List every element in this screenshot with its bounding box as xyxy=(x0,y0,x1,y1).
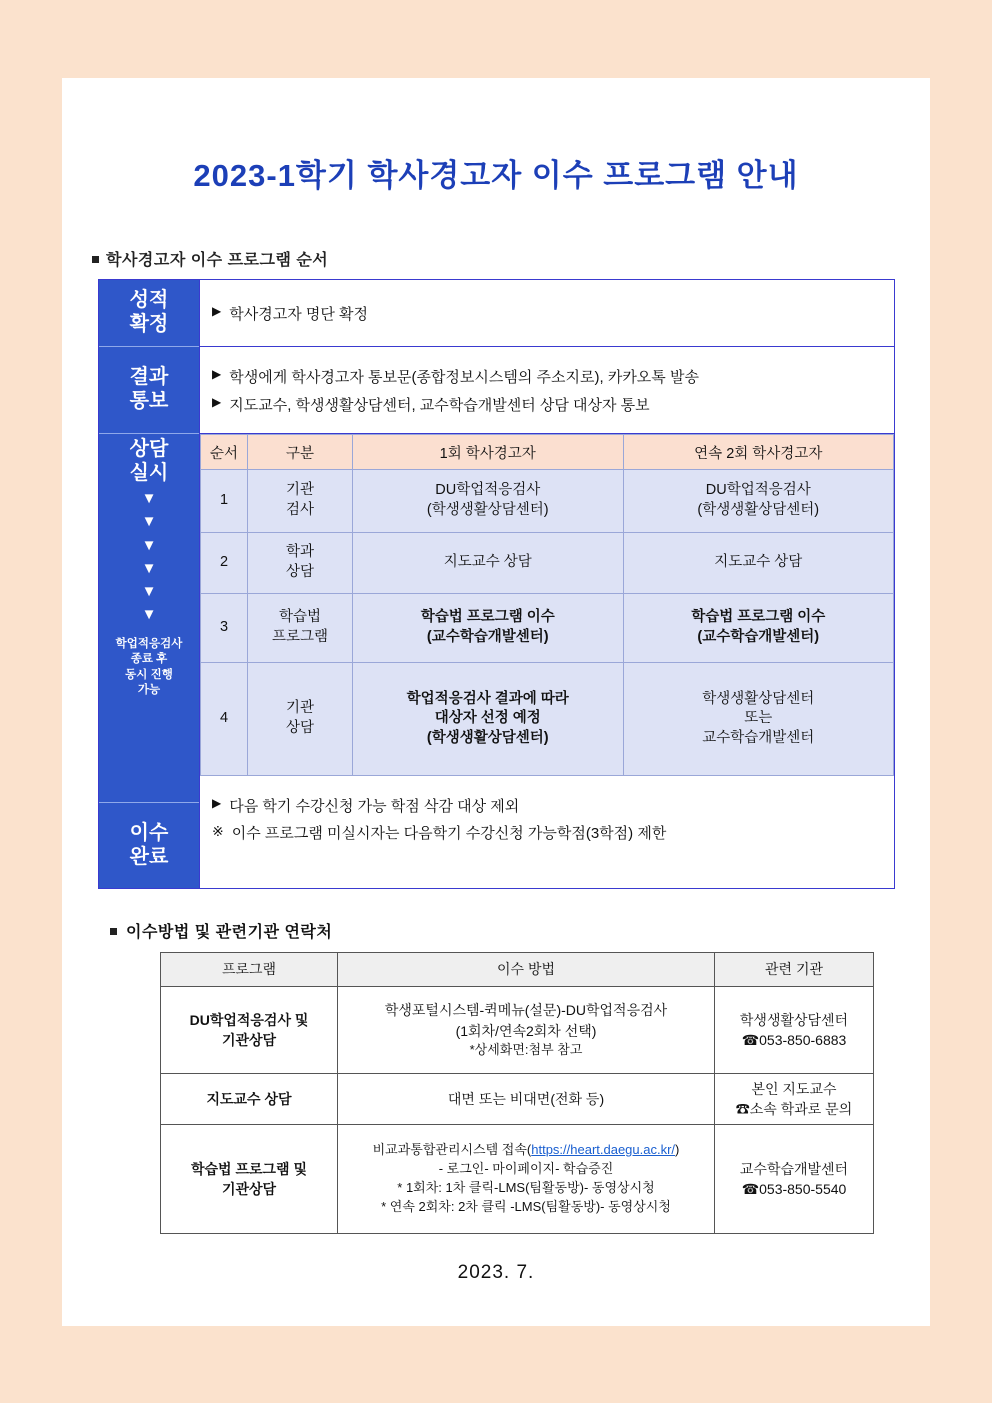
cell-line1: DU학업적응검사 xyxy=(705,482,811,499)
flow-step-label-line1: 결과 xyxy=(129,366,169,389)
col-header-case2: 연속 2회 학사경고자 xyxy=(623,435,894,470)
flow-steps-column xyxy=(99,280,200,888)
cell-line2: ☎소속 학과로 문의 xyxy=(735,1101,853,1117)
cell-line2: (학생생활상담센터) xyxy=(426,502,549,518)
down-arrow-icon: ▼ xyxy=(141,536,157,554)
flow-table xyxy=(98,279,895,889)
cell-order: 3 xyxy=(201,594,248,663)
cell-line3: *상세화면:첨부 참고 xyxy=(469,1041,583,1057)
flow-step-label-line1: 상담 xyxy=(129,438,169,460)
table-row xyxy=(161,1074,874,1125)
table-row xyxy=(201,594,894,663)
flow-step-label-line2: 실시 xyxy=(129,461,169,484)
cell-line1: 기관 xyxy=(285,482,314,499)
cell-line2: 상담 xyxy=(285,720,314,736)
flow-content-text: 다음 학기 수강신청 가능 학점 삭감 대상 제외 xyxy=(229,797,520,815)
triangle-right-icon: ▶ xyxy=(212,303,222,318)
cell-organization xyxy=(715,1125,874,1234)
down-arrow-icon: ▼ xyxy=(141,583,157,601)
cell-line2: ☎053-850-5540 xyxy=(741,1181,847,1197)
cell-line2: 상담 xyxy=(285,564,314,580)
cell-line3: (학생생활상담센터) xyxy=(426,729,549,746)
cell-order: 4 xyxy=(201,663,248,776)
cell-line1: DU학업적응검사 및 xyxy=(189,1011,309,1028)
col-header-order: 순서 xyxy=(201,435,248,470)
cell-case2 xyxy=(623,470,894,533)
down-arrow-icon: ▼ xyxy=(141,606,157,624)
cell-line2: (교수학습개발센터) xyxy=(697,629,820,645)
cell-line2: (교수학습개발센터) xyxy=(426,629,549,645)
flow-content-text: 학생에게 학사경고자 통보문(종합정보시스템의 주소지로), 카카오톡 발송 xyxy=(229,368,699,386)
table-row xyxy=(161,987,874,1074)
page-title: 2023-1학기 학사경고자 이수 프로그램 안내 xyxy=(193,158,799,193)
table-header-row xyxy=(201,435,894,470)
flow-content-text: 지도교수, 학생생활상담센터, 교수학습개발센터 상담 대상자 통보 xyxy=(229,396,650,414)
cell-order: 2 xyxy=(201,533,248,594)
flow-content-completion xyxy=(200,776,894,861)
cell-organization xyxy=(715,987,874,1074)
method-text-prefix: 비교과통합관리시스템 접속( xyxy=(372,1142,532,1158)
flow-content-column xyxy=(200,280,894,888)
flow-content-text: 이수 프로그램 미실시자는 다음학기 수강신청 가능학점(3학점) 제한 xyxy=(231,824,667,842)
reference-mark-icon: ※ xyxy=(212,822,224,839)
triangle-right-icon: ▶ xyxy=(212,795,222,810)
cell-case1 xyxy=(353,594,624,663)
cell-line1: 학과 xyxy=(285,544,314,561)
flow-side-note xyxy=(116,637,183,699)
flow-step-label-line2: 통보 xyxy=(129,390,169,412)
flow-step-result-notice xyxy=(99,347,199,434)
flow-side-note-line1: 학업적응검사 xyxy=(115,637,183,650)
col-header-category: 구분 xyxy=(248,435,353,470)
cell-case1 xyxy=(353,663,624,776)
col-header-program: 프로그램 xyxy=(161,953,338,987)
flow-content-grade-confirm xyxy=(200,280,894,347)
section-2-heading-text: 이수방법 및 관련기관 연락처 xyxy=(126,924,333,941)
triangle-right-icon: ▶ xyxy=(212,366,222,381)
cell-line2: - 로그인- 마이페이지- 학습증진 xyxy=(438,1161,614,1177)
flow-content-line xyxy=(212,303,882,324)
cell-line1 xyxy=(341,1141,711,1160)
cell-method: 대면 또는 비대면(전화 등) xyxy=(338,1074,715,1125)
flow-arrow-group xyxy=(142,487,157,627)
cell-category xyxy=(248,663,353,776)
heart-system-link[interactable]: https://heart.daegu.ac.kr/ xyxy=(531,1142,676,1158)
table-row xyxy=(161,1125,874,1234)
down-arrow-icon: ▼ xyxy=(141,559,157,577)
cell-case2 xyxy=(623,663,894,776)
down-arrow-icon: ▼ xyxy=(141,513,157,531)
col-header-case1: 1회 학사경고자 xyxy=(353,435,624,470)
contact-table-body xyxy=(161,987,874,1234)
cell-method xyxy=(338,1125,715,1234)
cell-line1: 학습법 xyxy=(278,609,322,626)
flow-step-grade-confirm xyxy=(99,280,199,347)
down-arrow-icon: ▼ xyxy=(141,490,157,508)
contact-table-head xyxy=(161,953,874,987)
cell-program xyxy=(161,1125,338,1234)
cell-line1: 학습법 프로그램 이수 xyxy=(691,609,826,626)
cell-case2 xyxy=(623,594,894,663)
flow-side-note-line4: 가능 xyxy=(137,684,161,697)
cell-line2: 기관상담 xyxy=(221,1181,277,1197)
cell-category xyxy=(248,470,353,533)
cell-case1 xyxy=(353,470,624,533)
flow-content-result-notice xyxy=(200,347,894,434)
flow-side-note-line2: 종료 후 xyxy=(130,653,168,666)
cell-case2: 지도교수 상담 xyxy=(623,533,894,594)
consult-table xyxy=(200,434,894,776)
flow-content-line xyxy=(212,394,882,415)
section-1-heading xyxy=(92,247,930,270)
cell-line1: 학생포털시스템-퀵메뉴(설문)-DU학업적응검사 xyxy=(384,1002,668,1019)
cell-line2: 기관상담 xyxy=(221,1032,277,1048)
cell-line1: 본인 지도교수 xyxy=(751,1080,837,1097)
flow-step-label-line2: 확정 xyxy=(129,313,169,335)
method-text-suffix: ) xyxy=(675,1142,680,1158)
cell-program: 지도교수 상담 xyxy=(161,1074,338,1125)
section-2-heading xyxy=(110,919,930,942)
table-row xyxy=(201,533,894,594)
cell-line1: 교수학습개발센터 xyxy=(739,1160,849,1177)
flow-step-label-line2: 완료 xyxy=(129,845,169,868)
consult-table-body xyxy=(201,470,894,776)
flow-step-label-line1: 성적 xyxy=(129,289,169,312)
cell-line3: * 1회차: 1차 클릭-LMS(팀활동방)- 동영상시청 xyxy=(397,1180,655,1195)
triangle-right-icon: ▶ xyxy=(212,394,222,409)
document-date: 2023. 7. xyxy=(457,1262,535,1283)
col-header-organization: 관련 기관 xyxy=(715,953,874,987)
cell-line2: 대상자 선정 예정 xyxy=(434,710,541,727)
col-header-method: 이수 방법 xyxy=(338,953,715,987)
flow-content-line xyxy=(212,822,882,843)
cell-order: 1 xyxy=(201,470,248,533)
cell-line1: 기관 xyxy=(285,700,314,717)
cell-line2: (1회차/연속2회차 선택) xyxy=(455,1022,597,1039)
flow-content-line xyxy=(212,366,882,387)
flow-content-line xyxy=(212,795,882,816)
table-header-row xyxy=(161,953,874,987)
flow-step-label-line1: 이수 xyxy=(129,821,169,844)
table-row xyxy=(201,663,894,776)
cell-organization xyxy=(715,1074,874,1125)
cell-line1: DU학업적응검사 xyxy=(435,482,541,499)
cell-line2: 또는 xyxy=(744,710,773,727)
cell-line2: 검사 xyxy=(285,502,314,518)
cell-line2: ☎053-850-6883 xyxy=(741,1032,847,1048)
cell-method xyxy=(338,987,715,1074)
document-page xyxy=(62,78,930,1326)
cell-line3: 교수학습개발센터 xyxy=(702,729,815,746)
cell-line1: 학생생활상담센터 xyxy=(739,1011,849,1028)
cell-category xyxy=(248,533,353,594)
flow-content-text: 학사경고자 명단 확정 xyxy=(229,305,368,323)
cell-case1: 지도교수 상담 xyxy=(353,533,624,594)
cell-line2: (학생생활상담센터) xyxy=(697,502,820,518)
cell-line1: 학습법 프로그램 및 xyxy=(191,1160,307,1177)
cell-line1: 학습법 프로그램 이수 xyxy=(420,609,555,626)
cell-category xyxy=(248,594,353,663)
cell-line1: 학업적응검사 결과에 따라 xyxy=(406,690,569,707)
consult-table-head xyxy=(201,435,894,470)
flow-step-completion xyxy=(99,803,199,888)
section-1-heading-text: 학사경고자 이수 프로그램 순서 xyxy=(106,252,329,269)
cell-line4: * 연속 2회차: 2차 클릭 -LMS(팀활동방)- 동영상시청 xyxy=(381,1198,671,1214)
square-bullet-icon xyxy=(110,928,117,935)
cell-program xyxy=(161,987,338,1074)
table-row xyxy=(201,470,894,533)
cell-line2: 프로그램 xyxy=(271,629,329,645)
flow-step-counseling xyxy=(99,434,199,803)
flow-side-note-line3: 동시 진행 xyxy=(125,668,173,681)
contact-table xyxy=(160,952,874,1234)
cell-line1: 학생생활상담센터 xyxy=(702,690,815,707)
square-bullet-icon xyxy=(92,256,99,263)
